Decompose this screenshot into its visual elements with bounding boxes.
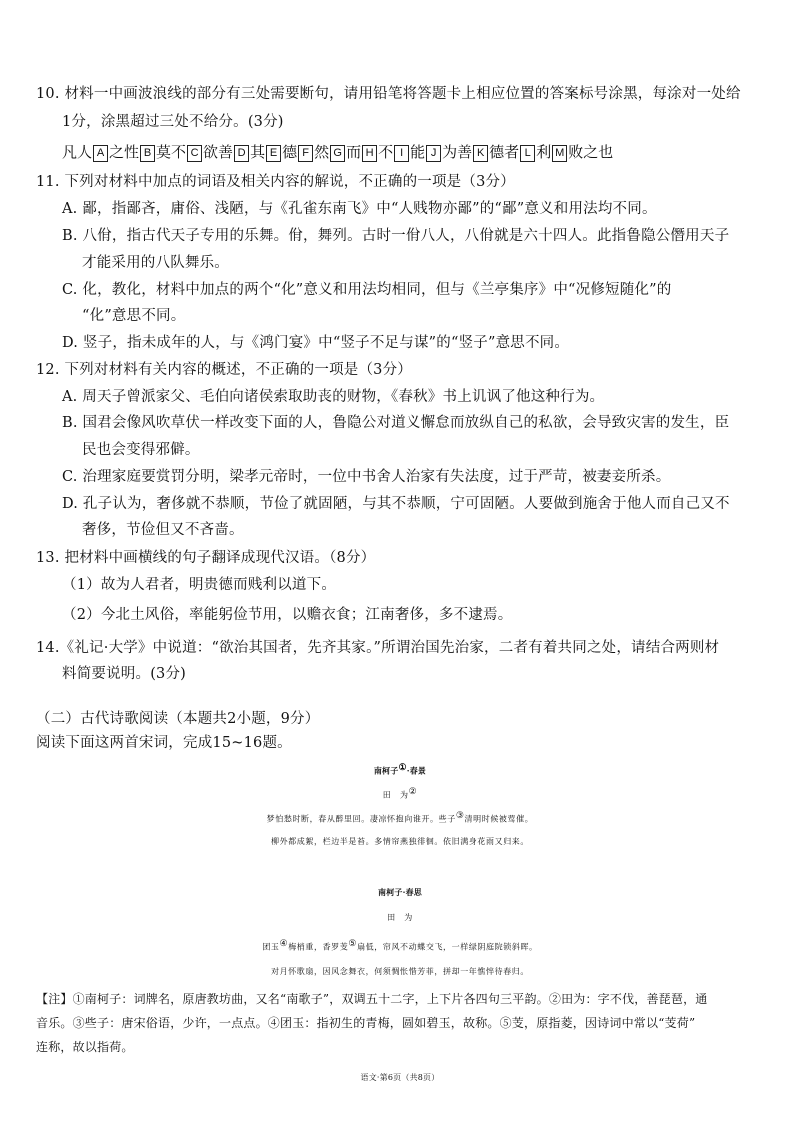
answer-box-a[interactable]: A	[93, 145, 108, 162]
poem1-line-1: 梦怕愁时断，春从醉里回。凄凉怀抱向谁开。些子③清明时候被莺催。	[266, 811, 534, 824]
segment: 凡人	[62, 143, 93, 161]
q14-stem-line1: 14.《礼记·大学》中说道：“欲治其国者，先齐其家。”所谓治国先治家，二者有着共同之处，请结合两则材	[36, 640, 720, 656]
answer-box-e[interactable]: E	[266, 145, 281, 162]
segment: 德	[282, 143, 298, 161]
notes-line-1: 【注】①南柯子：词牌名，原唐教坊曲，又名“南歌子”，双调五十二字，上下片各四句三平韵。②田为：字不伐，善琵琶，通	[36, 992, 708, 1006]
answer-box-k[interactable]: K	[473, 145, 488, 162]
q10-stem-line1: 10. 材料一中画波浪线的部分有三处需要断句，请用铅笔将答题卡上相应位置的答案标号涂黑，每涂对一处给	[36, 86, 741, 102]
segment: 而	[346, 143, 362, 161]
q13-sentence-2: （2）今北土风俗，率能躬俭节用，以赡衣食；江南奢侈，多不逮焉。	[62, 607, 513, 623]
q13-sentence-1: （1）故为人君者，明贵德而贱利以道下。	[62, 577, 337, 593]
segment: 之性	[109, 143, 140, 161]
q12-stem: 12. 下列对材料有关内容的概述，不正确的一项是（3分）	[36, 362, 412, 378]
q14-stem-line2: 料简要说明。(3分)	[62, 666, 187, 682]
q10-stem-line2: 1分，涂黑超过三处不给分。(3分)	[62, 114, 284, 130]
q12-option-b-line1: B. 国君会像风吹草伏一样改变下面的人，鲁隐公对道义懈怠而放纵自己的私欲，会导致灾害的发生，臣	[62, 415, 730, 431]
q11-option-b-line2: 才能采用的八队舞乐。	[82, 255, 229, 271]
q12-option-d-line2: 奢侈，节俭但又不吝啬。	[82, 522, 244, 538]
answer-box-c[interactable]: C	[187, 145, 202, 162]
page-footer: 语文·第6页（共8页）	[360, 1073, 440, 1082]
segment: 然	[314, 143, 330, 161]
answer-box-j[interactable]: J	[426, 145, 441, 162]
segment: 其	[250, 143, 266, 161]
segment: 欲善	[203, 143, 234, 161]
answer-box-h[interactable]: H	[362, 145, 377, 162]
q12-option-b-line2: 民也会变得邪僻。	[82, 442, 200, 458]
segment: 利	[536, 143, 552, 161]
q11-option-b-line1: B. 八佾，指古代天子专用的乐舞。佾，舞列。古时一佾八人，八佾就是六十四人。此指鲁隐公僭用天子	[62, 228, 730, 244]
q11-option-c-line2: “化”意思不同。	[82, 308, 186, 324]
poem1-title: 南柯子①·春景	[373, 763, 427, 776]
answer-box-l[interactable]: L	[520, 145, 535, 162]
q12-option-c: C. 治理家庭要赏罚分明，梁孝元帝时，一位中书舍人治家有失法度，过于严苛，被妻妾所杀。	[62, 469, 671, 485]
q11-option-c-line1: C. 化，教化，材料中加点的两个“化”意义和用法均相同，但与《兰亭集序》中“况修短随化”的	[62, 282, 672, 298]
q13-stem: 13. 把材料中画横线的句子翻译成现代汉语。（8分）	[36, 550, 376, 566]
answer-box-b[interactable]: B	[140, 145, 155, 162]
answer-box-d[interactable]: D	[234, 145, 249, 162]
poem2-line-1: 团玉④梅梢重，香罗芰⑤扇低，帘风不动蝶交飞，一样绿阴庭院锁斜晖。	[262, 939, 538, 952]
notes-line-2: 音乐。③些子：唐宋俗语，少许，一点点。④团玉：指初生的青梅，圆如碧玉，故称。⑤芰，原指菱，因诗词中常以“芰荷”	[36, 1016, 696, 1030]
answer-box-f[interactable]: F	[298, 145, 313, 162]
poem2-line-2: 对月怀歌扇，因风念舞衣，何须惆怅惜芳菲，拼却一年憔悴待春归。	[271, 967, 529, 976]
answer-box-i[interactable]: I	[394, 145, 409, 162]
poem2-title: 南柯子·春思	[378, 887, 422, 897]
poem1-line-2: 柳外都成絮，栏边半是苔。多情帘燕独徘徊。依旧满身花雨又归来。	[271, 837, 529, 846]
q12-option-a: A. 周天子曾派家父、毛伯向诸侯索取助丧的财物，《春秋》书上讥讽了他这种行为。	[62, 389, 605, 405]
segment: 败之也	[568, 143, 614, 161]
q11-option-d: D. 竖子，指未成年的人，与《鸿门宴》中“竖子不足与谋”的“竖子”意思不同。	[62, 335, 570, 351]
segment: 莫不	[156, 143, 187, 161]
segment: 德者	[489, 143, 520, 161]
answer-box-m[interactable]: M	[552, 145, 567, 162]
segment: 能	[410, 143, 426, 161]
segment: 为善	[442, 143, 473, 161]
poem2-author: 田 为	[387, 913, 413, 922]
q12-option-d-line1: D. 孔子认为，奢侈就不恭顺，节俭了就固陋，与其不恭顺，宁可固陋。人要做到施舍于他人而自己又不	[62, 496, 730, 512]
q11-option-a: A. 鄙，指鄙吝，庸俗、浅陋，与《孔雀东南飞》中“人贱物亦鄙”的“鄙”意义和用法均不同。	[62, 201, 657, 217]
poem1-author: 田 为②	[382, 787, 418, 800]
answer-box-g[interactable]: G	[330, 145, 345, 162]
notes-line-3: 连称，故以指荷。	[36, 1040, 134, 1054]
q10-punctuation-row	[62, 142, 613, 162]
section-intro: 阅读下面这两首宋词，完成15~16题。	[36, 735, 292, 751]
section-heading: （二）古代诗歌阅读（本题共2小题，9分）	[36, 711, 320, 727]
q11-stem: 11. 下列对材料中加点的词语及相关内容的解说，不正确的一项是（3分）	[36, 174, 515, 190]
segment: 不	[378, 143, 394, 161]
